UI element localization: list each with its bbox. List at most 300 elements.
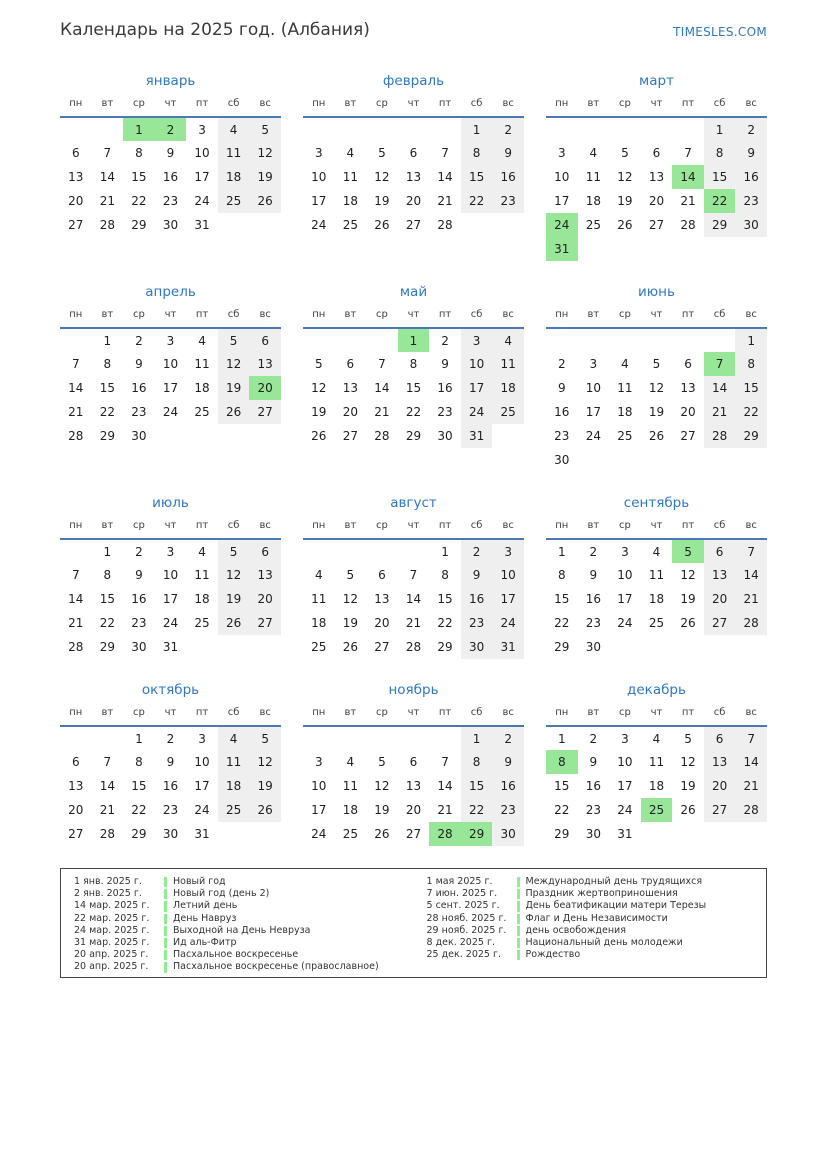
- day-cell: 1: [103, 544, 112, 559]
- day-cell: 29: [704, 213, 736, 237]
- weekday-header: чт: [155, 516, 187, 539]
- weekday-header: чт: [641, 516, 673, 539]
- day-cell: 11: [342, 170, 358, 184]
- day-cell: 11: [218, 141, 250, 165]
- empty-cell: [704, 448, 736, 472]
- holiday-marker-icon: [517, 901, 520, 911]
- legend-row: [61, 888, 414, 900]
- day-cell: 12: [374, 170, 390, 184]
- day-cell: 3: [621, 731, 629, 746]
- day-cell: 14: [437, 779, 453, 793]
- legend-date: 2 янв. 2025 г.: [74, 888, 142, 900]
- day-cell: 30: [735, 213, 767, 237]
- weekday-header: чт: [641, 703, 673, 726]
- empty-cell: [704, 635, 736, 659]
- day-cell: 22: [99, 616, 115, 630]
- day-cell: 15: [704, 165, 736, 189]
- empty-cell: [609, 117, 641, 141]
- day-cell: 21: [704, 400, 736, 424]
- legend-holiday-name: Выходной на День Невруза: [173, 924, 311, 936]
- day-cell: 5: [249, 117, 281, 141]
- weekday-header: вс: [249, 703, 281, 726]
- day-cell: 4: [314, 568, 323, 582]
- empty-cell: [429, 117, 461, 141]
- empty-cell: [218, 822, 250, 846]
- holiday-marker-icon: [164, 877, 167, 887]
- day-cell: 9: [441, 357, 449, 371]
- weekday-header: пт: [672, 516, 704, 539]
- month-table: [303, 703, 524, 846]
- day-cell: 14: [704, 376, 736, 400]
- day-cell: 11: [648, 568, 665, 582]
- empty-cell: [398, 539, 430, 563]
- holiday-marker-icon: [517, 889, 520, 899]
- day-cell: 17: [194, 779, 210, 793]
- day-cell: 4: [589, 146, 598, 160]
- weekday-header: вт: [578, 94, 610, 117]
- day-cell: 21: [374, 405, 390, 419]
- day-cell: 31: [546, 237, 578, 261]
- day-cell: 23: [492, 798, 524, 822]
- day-cell: 10: [554, 170, 570, 184]
- day-cell: 14: [99, 779, 115, 793]
- day-cell: 12: [680, 755, 696, 769]
- day-cell: 30: [437, 429, 453, 443]
- holiday-marker-icon: [517, 938, 520, 948]
- month-12: [546, 681, 767, 846]
- day-cell: 4: [652, 731, 661, 746]
- month-table: [60, 305, 281, 448]
- day-cell: 6: [249, 328, 281, 352]
- day-cell: 9: [557, 381, 566, 395]
- weekday-header: вс: [492, 703, 524, 726]
- empty-cell: [249, 635, 281, 659]
- weekday-header: вс: [249, 94, 281, 117]
- day-cell: 16: [437, 381, 453, 395]
- day-cell: 14: [735, 750, 767, 774]
- weekday-header: пн: [546, 94, 578, 117]
- day-cell: 9: [135, 568, 143, 582]
- day-cell: 10: [194, 755, 210, 769]
- day-cell: 15: [554, 592, 570, 606]
- day-cell: 6: [378, 568, 386, 582]
- month-title: август: [390, 495, 437, 511]
- day-cell: 13: [342, 381, 358, 395]
- empty-cell: [672, 822, 704, 846]
- empty-cell: [366, 117, 398, 141]
- day-cell: 5: [249, 726, 281, 750]
- day-cell: 11: [617, 381, 633, 395]
- day-cell: 29: [131, 218, 147, 232]
- day-cell: 5: [684, 731, 692, 746]
- legend-holiday-name: Ид аль-Фитр: [173, 937, 237, 949]
- day-cell: 13: [249, 352, 281, 376]
- weekday-header: сб: [461, 305, 493, 328]
- month-10: [60, 681, 281, 846]
- legend-date: 14 мар. 2025 г.: [74, 900, 150, 912]
- day-cell: 17: [617, 779, 633, 793]
- weekday-header: чт: [398, 94, 430, 117]
- day-cell: 3: [314, 755, 323, 769]
- legend-row: [61, 876, 414, 888]
- month-title: ноябрь: [388, 682, 439, 698]
- empty-cell: [609, 328, 641, 352]
- day-cell: 11: [342, 779, 358, 793]
- legend-column-right: [414, 876, 767, 977]
- day-cell: 5: [652, 357, 661, 371]
- day-cell: 28: [99, 218, 115, 232]
- empty-cell: [60, 328, 92, 352]
- day-cell: 20: [680, 405, 696, 419]
- day-cell: 9: [589, 568, 598, 582]
- day-cell: 22: [704, 189, 736, 213]
- day-cell: 27: [680, 429, 696, 443]
- weekday-header: вт: [92, 305, 124, 328]
- day-cell: 13: [68, 779, 84, 793]
- day-cell: 12: [680, 568, 696, 582]
- day-cell: 22: [99, 405, 115, 419]
- day-cell: 27: [68, 827, 84, 841]
- day-cell: 17: [162, 592, 179, 606]
- legend-row: [414, 900, 767, 912]
- weekday-header: пн: [60, 305, 92, 328]
- day-cell: 6: [409, 755, 418, 769]
- day-cell: 2: [589, 731, 598, 746]
- day-cell: 23: [437, 405, 453, 419]
- weekday-header: чт: [398, 305, 430, 328]
- day-cell: 28: [704, 424, 736, 448]
- weekday-header: чт: [398, 703, 430, 726]
- month-5: [303, 283, 524, 472]
- day-cell: 9: [166, 146, 175, 160]
- day-cell: 27: [405, 827, 422, 841]
- empty-cell: [735, 822, 767, 846]
- day-cell: 30: [162, 827, 179, 841]
- month-title: апрель: [145, 284, 196, 300]
- empty-cell: [578, 117, 610, 141]
- day-cell: 18: [585, 194, 601, 208]
- day-cell: 7: [441, 755, 449, 769]
- day-cell: 17: [585, 405, 601, 419]
- day-cell: 22: [554, 616, 570, 630]
- day-cell: 29: [99, 429, 115, 443]
- legend-holiday-name: Национальный день молодежи: [525, 937, 683, 949]
- legend-date: 22 мар. 2025 г.: [74, 912, 150, 924]
- weekday-header: вс: [735, 703, 767, 726]
- day-cell: 26: [249, 798, 281, 822]
- weekday-header: вт: [578, 516, 610, 539]
- empty-cell: [249, 822, 281, 846]
- day-cell: 21: [437, 803, 453, 817]
- day-cell: 9: [492, 750, 524, 774]
- day-cell: 1: [557, 731, 566, 746]
- legend-holiday-name: Праздник жертвоприношения: [525, 888, 678, 900]
- day-cell: 30: [492, 822, 524, 846]
- day-cell: 19: [374, 803, 390, 817]
- empty-cell: [398, 726, 430, 750]
- day-cell: 23: [131, 616, 147, 630]
- legend-row: [414, 876, 767, 888]
- month-table: [546, 94, 767, 261]
- day-cell: 4: [492, 328, 524, 352]
- day-cell: 1: [103, 333, 112, 348]
- day-cell: 19: [249, 165, 281, 189]
- empty-cell: [641, 328, 673, 352]
- day-cell: 16: [162, 170, 179, 184]
- day-cell: 11: [194, 357, 210, 371]
- day-cell: 31: [492, 635, 524, 659]
- empty-cell: [335, 117, 367, 141]
- month-title: июль: [152, 495, 189, 511]
- day-cell: 7: [409, 568, 418, 582]
- weekday-header: пн: [546, 516, 578, 539]
- empty-cell: [218, 213, 250, 237]
- day-cell: 2: [735, 117, 767, 141]
- day-cell: 26: [311, 429, 327, 443]
- day-cell: 7: [441, 146, 449, 160]
- legend-date: 25 дек. 2025 г.: [426, 949, 502, 961]
- day-cell: 15: [554, 779, 570, 793]
- empty-cell: [609, 448, 641, 472]
- day-cell: 3: [198, 731, 206, 746]
- day-cell: 8: [103, 357, 112, 371]
- empty-cell: [641, 237, 673, 261]
- day-cell: 22: [461, 798, 493, 822]
- weekday-header: ср: [366, 703, 398, 726]
- weekday-header: чт: [155, 94, 187, 117]
- day-cell: 23: [585, 616, 601, 630]
- day-cell: 25: [492, 400, 524, 424]
- weekday-header: пт: [672, 94, 704, 117]
- day-cell: 22: [131, 194, 147, 208]
- day-cell: 2: [492, 726, 524, 750]
- day-cell: 17: [162, 381, 179, 395]
- day-cell: 27: [342, 429, 358, 443]
- month-table: [60, 703, 281, 846]
- day-cell: 5: [314, 357, 323, 371]
- day-cell: 22: [131, 803, 147, 817]
- day-cell: 18: [218, 774, 250, 798]
- day-cell: 8: [461, 750, 493, 774]
- day-cell: 22: [461, 189, 493, 213]
- empty-cell: [60, 539, 92, 563]
- site-link[interactable]: TIMESLES.COM: [673, 25, 767, 39]
- day-cell: 13: [704, 750, 736, 774]
- weekday-header: вс: [735, 516, 767, 539]
- month-6: [546, 283, 767, 472]
- day-cell: 24: [492, 611, 524, 635]
- day-cell: 1: [557, 544, 566, 559]
- day-cell: 3: [198, 122, 206, 137]
- empty-cell: [672, 237, 704, 261]
- holiday-marker-icon: [517, 877, 520, 887]
- day-cell: 12: [342, 592, 358, 606]
- day-cell: 31: [162, 640, 179, 654]
- day-cell: 25: [194, 616, 210, 630]
- empty-cell: [672, 117, 704, 141]
- day-cell: 8: [557, 568, 566, 582]
- day-cell: 14: [405, 592, 422, 606]
- day-cell: 18: [194, 381, 210, 395]
- day-cell: 8: [546, 750, 578, 774]
- empty-cell: [335, 328, 367, 352]
- empty-cell: [366, 539, 398, 563]
- weekday-header: ср: [123, 516, 155, 539]
- empty-cell: [704, 237, 736, 261]
- day-cell: 21: [437, 194, 453, 208]
- day-cell: 17: [311, 194, 327, 208]
- day-cell: 10: [194, 146, 210, 160]
- day-cell: 13: [405, 170, 422, 184]
- day-cell: 15: [437, 592, 453, 606]
- day-cell: 27: [405, 218, 422, 232]
- day-cell: 26: [680, 616, 696, 630]
- empty-cell: [366, 328, 398, 352]
- day-cell: 18: [218, 165, 250, 189]
- day-cell: 4: [218, 117, 250, 141]
- empty-cell: [303, 726, 335, 750]
- month-table: [546, 516, 767, 659]
- legend-date: 8 дек. 2025 г.: [426, 937, 495, 949]
- weekday-header: пн: [60, 516, 92, 539]
- holiday-marker-icon: [164, 914, 167, 924]
- month-title: март: [639, 73, 674, 89]
- day-cell: 24: [311, 218, 327, 232]
- day-cell: 28: [429, 822, 461, 846]
- legend-row: [414, 925, 767, 937]
- day-cell: 2: [589, 544, 598, 559]
- legend-date: 20 апр. 2025 г.: [74, 949, 149, 961]
- weekday-header: пт: [429, 305, 461, 328]
- day-cell: 1: [398, 328, 430, 352]
- day-cell: 26: [617, 218, 633, 232]
- day-cell: 1: [704, 117, 736, 141]
- empty-cell: [735, 237, 767, 261]
- day-cell: 12: [374, 779, 390, 793]
- day-cell: 14: [68, 381, 84, 395]
- weekday-header: пт: [672, 305, 704, 328]
- empty-cell: [641, 635, 673, 659]
- legend-row: [414, 913, 767, 925]
- day-cell: 11: [585, 170, 601, 184]
- day-cell: 13: [704, 563, 736, 587]
- day-cell: 12: [617, 170, 633, 184]
- legend-row: [61, 925, 414, 937]
- month-title: январь: [145, 73, 196, 89]
- day-cell: 19: [249, 774, 281, 798]
- empty-cell: [303, 539, 335, 563]
- day-cell: 5: [218, 539, 250, 563]
- weekday-header: вс: [249, 305, 281, 328]
- weekday-header: ср: [366, 94, 398, 117]
- day-cell: 3: [314, 146, 323, 160]
- weekday-header: сб: [218, 516, 250, 539]
- empty-cell: [704, 328, 736, 352]
- day-cell: 21: [68, 405, 84, 419]
- empty-cell: [546, 117, 578, 141]
- day-cell: 16: [492, 165, 524, 189]
- empty-cell: [303, 328, 335, 352]
- day-cell: 28: [374, 429, 390, 443]
- day-cell: 5: [621, 146, 629, 160]
- day-cell: 6: [684, 357, 692, 371]
- day-cell: 19: [680, 779, 696, 793]
- month-table: [546, 703, 767, 846]
- weekday-header: сб: [461, 703, 493, 726]
- day-cell: 16: [585, 592, 601, 606]
- legend-row: [61, 900, 414, 912]
- holiday-marker-icon: [164, 926, 167, 936]
- day-cell: 12: [249, 750, 281, 774]
- day-cell: 16: [131, 592, 147, 606]
- holiday-marker-icon: [164, 901, 167, 911]
- day-cell: 27: [704, 798, 736, 822]
- day-cell: 18: [194, 592, 210, 606]
- empty-cell: [672, 328, 704, 352]
- day-cell: 14: [374, 381, 390, 395]
- day-cell: 20: [405, 194, 422, 208]
- day-cell: 18: [648, 779, 665, 793]
- day-cell: 22: [735, 400, 767, 424]
- weekday-header: вт: [92, 703, 124, 726]
- day-cell: 2: [557, 357, 566, 371]
- day-cell: 2: [155, 117, 187, 141]
- day-cell: 9: [166, 755, 175, 769]
- legend-date: 24 мар. 2025 г.: [74, 924, 150, 936]
- day-cell: 10: [162, 568, 179, 582]
- month-1: [60, 72, 281, 261]
- day-cell: 9: [735, 141, 767, 165]
- day-cell: 1: [461, 117, 493, 141]
- day-cell: 20: [405, 803, 422, 817]
- weekday-header: вт: [335, 516, 367, 539]
- weekday-header: сб: [704, 516, 736, 539]
- weekday-header: пт: [186, 703, 218, 726]
- day-cell: 20: [68, 194, 84, 208]
- day-cell: 27: [374, 640, 390, 654]
- weekday-header: чт: [155, 703, 187, 726]
- day-cell: 7: [103, 146, 112, 160]
- day-cell: 20: [342, 405, 358, 419]
- day-cell: 28: [68, 429, 84, 443]
- weekday-header: вс: [249, 516, 281, 539]
- empty-cell: [429, 726, 461, 750]
- day-cell: 25: [218, 189, 250, 213]
- day-cell: 28: [68, 640, 84, 654]
- day-cell: 8: [103, 568, 112, 582]
- day-cell: 4: [198, 333, 206, 348]
- day-cell: 11: [218, 750, 250, 774]
- weekday-header: чт: [398, 516, 430, 539]
- empty-cell: [186, 635, 218, 659]
- empty-cell: [60, 726, 92, 750]
- day-cell: 28: [735, 611, 767, 635]
- empty-cell: [92, 726, 124, 750]
- page-header: [60, 20, 767, 46]
- day-cell: 7: [684, 146, 692, 160]
- empty-cell: [249, 213, 281, 237]
- day-cell: 15: [99, 592, 115, 606]
- weekday-header: пн: [546, 305, 578, 328]
- legend-date: 1 мая 2025 г.: [426, 876, 493, 887]
- day-cell: 12: [311, 381, 327, 395]
- day-cell: 23: [162, 194, 179, 208]
- empty-cell: [60, 117, 92, 141]
- day-cell: 11: [648, 755, 665, 769]
- day-cell: 21: [680, 194, 696, 208]
- day-cell: 21: [68, 616, 84, 630]
- day-cell: 19: [680, 592, 696, 606]
